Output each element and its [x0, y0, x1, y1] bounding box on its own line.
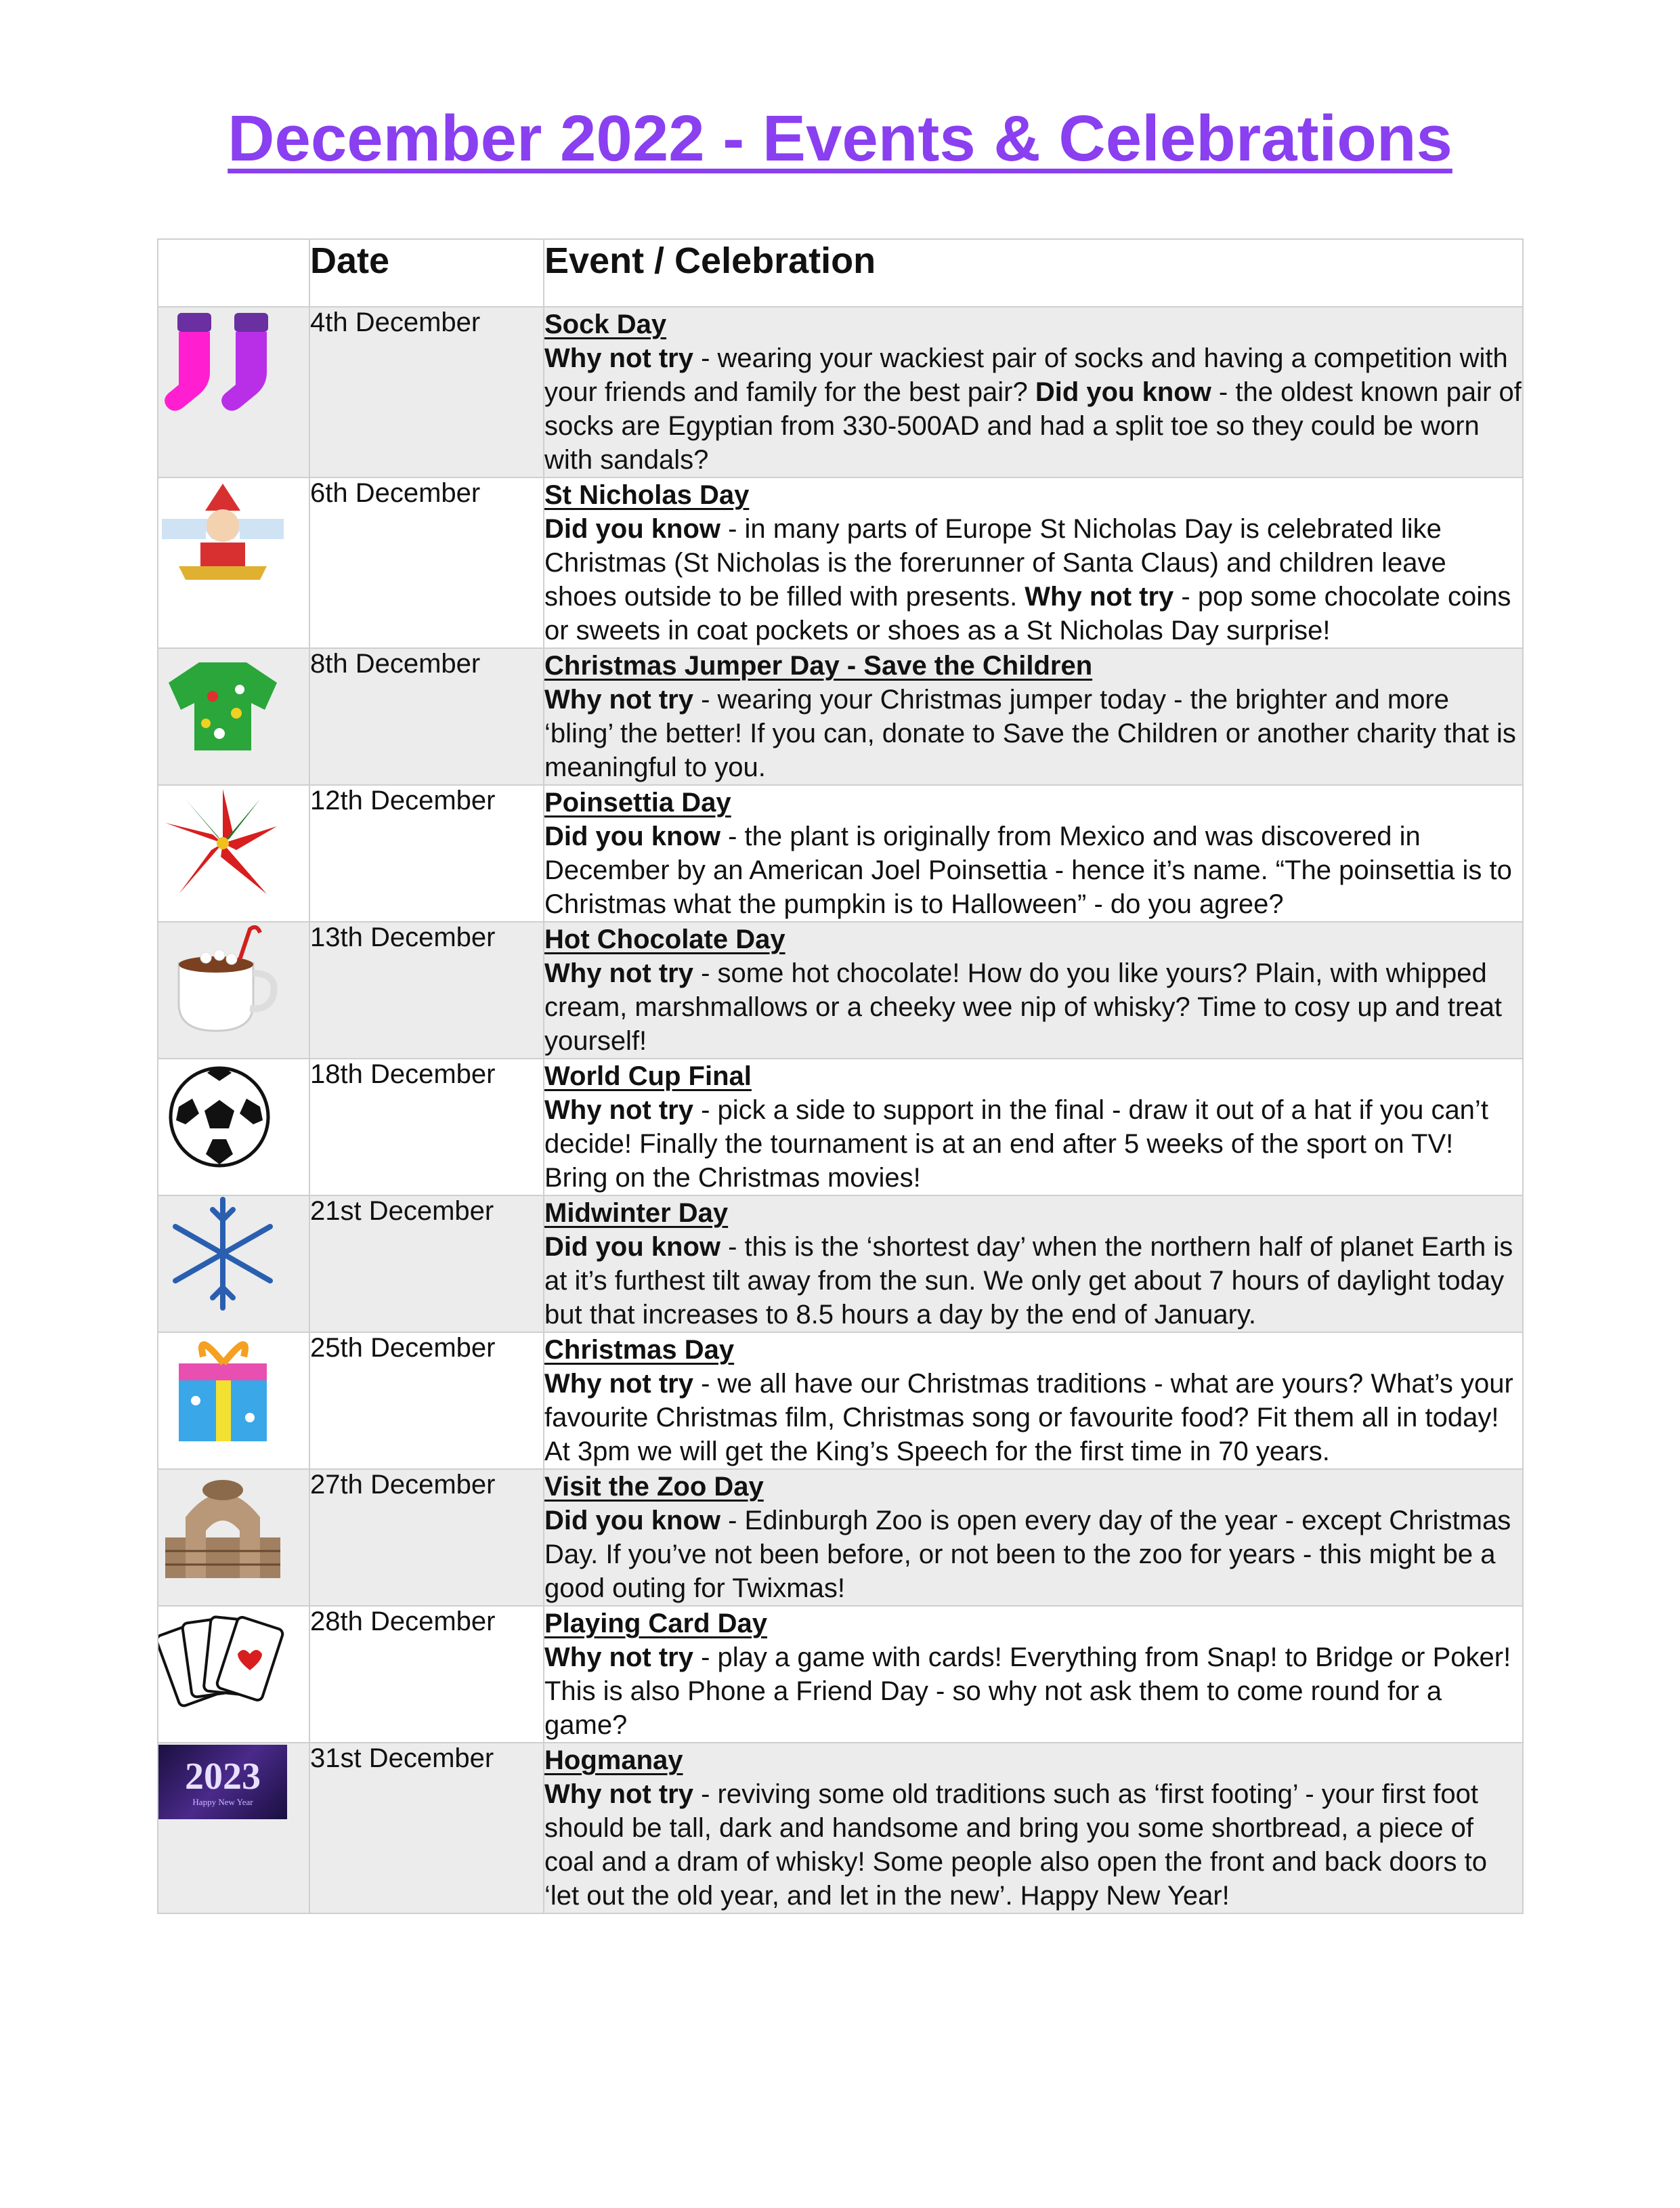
table-row — [158, 922, 1523, 1059]
event-name: Christmas Jumper Day - Save the Children — [544, 651, 1093, 681]
event-name: Sock Day — [544, 310, 667, 339]
event-prompt-label: Why not try — [544, 343, 693, 373]
icon-cell — [158, 922, 309, 1059]
event-prompt-text: - we all have our Christmas traditions - what are yours? What’s your favourite Christmas film, Christmas song or favourite food? Fit them all in today! At 3pm we will get the King’s Speech for the first time in 70 years. — [544, 1369, 1513, 1466]
event-prompt-label: Did you know — [1035, 377, 1211, 407]
gift-icon — [158, 1333, 309, 1448]
snowflake-icon — [158, 1196, 309, 1311]
playing-cards-icon — [158, 1607, 309, 1722]
icon-cell — [158, 1743, 309, 1913]
event-prompt-text: - the oldest known pair of socks are Egyptian from 330-500AD and had a split toe so they could be worn with sandals? — [544, 377, 1522, 475]
event-description-cell — [544, 1332, 1523, 1469]
poinsettia-icon — [158, 786, 309, 901]
event-prompt-text: - reviving some old traditions such as ‘first footing’ - your first foot should be tall, dark and handsome and bring you some shortbread, a piece of coal and a dram of whisky! Some people also open the front and back doors to ‘let out the old year, and let in the new’. Happy New Year! — [544, 1779, 1487, 1911]
icon-cell — [158, 1469, 309, 1606]
event-prompt-text: - the plant is originally from Mexico and was discovered in December by an American Joel Poinsettia - hence it’s name. “The poinsettia is to Christmas what the pumpkin is to Halloween” - do you agree? — [544, 822, 1512, 919]
event-name: Poinsettia Day — [544, 788, 731, 818]
event-date: 25th December — [309, 1332, 544, 1469]
event-description-cell — [544, 1469, 1523, 1606]
event-description-cell — [544, 1606, 1523, 1743]
event-description-cell — [544, 477, 1523, 648]
icon-cell — [158, 785, 309, 922]
event-name: Playing Card Day — [544, 1609, 768, 1638]
table-row — [158, 1195, 1523, 1332]
event-prompt-text: - pick a side to support in the final - draw it out of a hat if you can’t decide! Finally the tournament is at an end after 5 weeks of the sport on TV! Bring on the Christmas movies! — [544, 1095, 1488, 1193]
event-date: 6th December — [309, 477, 544, 648]
event-name: Hogmanay — [544, 1745, 683, 1775]
event-prompt-label: Why not try — [1025, 582, 1174, 612]
event-prompt-text: - wearing your Christmas jumper today - the brighter and more ‘bling’ the better! If you can, donate to Save the Children or another charity that is meaningful to you. — [544, 685, 1516, 782]
event-prompt-text: - wearing your wackiest pair of socks and having a competition with your friends and family for the best pair? — [544, 343, 1508, 407]
event-name: Midwinter Day — [544, 1198, 729, 1228]
icon-cell — [158, 1332, 309, 1469]
table-header-row — [158, 239, 1523, 307]
new-year-2023-icon — [158, 1745, 287, 1819]
event-description-cell — [544, 1195, 1523, 1332]
icon-cell — [158, 1059, 309, 1195]
event-description-cell — [544, 922, 1523, 1059]
event-prompt-label: Why not try — [544, 1369, 693, 1399]
header-date: Date — [309, 239, 544, 307]
icon-cell — [158, 307, 309, 477]
events-table — [157, 238, 1524, 1914]
event-name: St Nicholas Day — [544, 480, 750, 510]
header-icon-cell — [158, 239, 309, 307]
event-prompt-text: - in many parts of Europe St Nicholas Day is celebrated like Christmas (St Nicholas is the forerunner of Santa Claus) and children leave shoes outside to be filled with presents. — [544, 514, 1446, 612]
event-name: Christmas Day — [544, 1335, 735, 1365]
event-date: 8th December — [309, 648, 544, 785]
header-event: Event / Celebration — [544, 239, 1523, 307]
event-description-cell — [544, 785, 1523, 922]
event-prompt-label: Why not try — [544, 685, 693, 715]
hot-chocolate-icon — [158, 922, 309, 1038]
event-prompt-text: - pop some chocolate coins or sweets in coat pockets or shoes as a St Nicholas Day surprise! — [544, 582, 1511, 645]
table-row — [158, 1606, 1523, 1743]
event-description-cell — [544, 307, 1523, 477]
christmas-jumper-icon — [158, 649, 309, 764]
event-name: World Cup Final — [544, 1061, 752, 1091]
event-prompt-text: - this is the ‘shortest day’ when the northern half of planet Earth is at it’s furthest tilt away from the sun. We only get about 7 hours of daylight today but that increases to 8.5 hours a day by the end of January. — [544, 1232, 1513, 1330]
table-row — [158, 1743, 1523, 1913]
event-prompt-text: - some hot chocolate! How do you like yours? Plain, with whipped cream, marshmallows or a cheeky wee nip of whisky? Time to cosy up and treat yourself! — [544, 958, 1502, 1056]
zoo-gate-icon — [158, 1470, 309, 1585]
event-prompt-label: Why not try — [544, 1642, 693, 1672]
socks-icon — [158, 307, 309, 423]
event-prompt-label: Did you know — [544, 514, 720, 544]
table-row — [158, 785, 1523, 922]
event-date: 27th December — [309, 1469, 544, 1606]
table-row — [158, 1469, 1523, 1606]
event-date: 18th December — [309, 1059, 544, 1195]
event-prompt-label: Why not try — [544, 1779, 693, 1809]
football-icon — [158, 1059, 309, 1174]
icon-cell — [158, 1195, 309, 1332]
table-row — [158, 307, 1523, 477]
st-nicholas-icon — [158, 478, 309, 593]
new-year-2023-text: 2023 — [185, 1756, 261, 1798]
event-prompt-text: - play a game with cards! Everything from Snap! to Bridge or Poker! This is also Phone a Friend Day - so why not ask them to come round for a game? — [544, 1642, 1511, 1740]
icon-cell — [158, 1606, 309, 1743]
table-row — [158, 1332, 1523, 1469]
event-date: 12th December — [309, 785, 544, 922]
table-row — [158, 477, 1523, 648]
event-description-cell — [544, 1743, 1523, 1913]
table-row — [158, 1059, 1523, 1195]
event-description-cell — [544, 648, 1523, 785]
page-title: December 2022 - Events & Celebrations — [228, 102, 1452, 175]
event-prompt-label: Why not try — [544, 958, 693, 988]
event-prompt-label: Why not try — [544, 1095, 693, 1125]
event-date: 4th December — [309, 307, 544, 477]
event-date: 13th December — [309, 922, 544, 1059]
table-row — [158, 648, 1523, 785]
event-date: 21st December — [309, 1195, 544, 1332]
event-prompt-label: Did you know — [544, 1506, 720, 1535]
event-description-cell — [544, 1059, 1523, 1195]
event-name: Hot Chocolate Day — [544, 925, 785, 954]
event-prompt-label: Did you know — [544, 1232, 720, 1262]
event-date: 31st December — [309, 1743, 544, 1913]
icon-cell — [158, 648, 309, 785]
icon-cell — [158, 477, 309, 648]
event-prompt-text: - Edinburgh Zoo is open every day of the year - except Christmas Day. If you’ve not been before, or not been to the zoo for years - this might be a good outing for Twixmas! — [544, 1506, 1511, 1603]
event-date: 28th December — [309, 1606, 544, 1743]
event-prompt-label: Did you know — [544, 822, 720, 851]
event-name: Visit the Zoo Day — [544, 1472, 764, 1502]
new-year-subtext: Happy New Year — [192, 1797, 253, 1807]
